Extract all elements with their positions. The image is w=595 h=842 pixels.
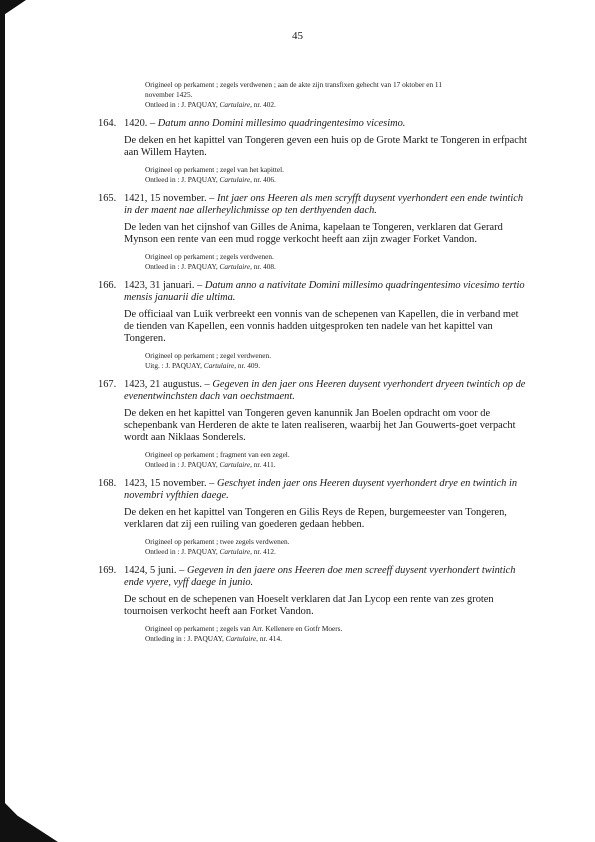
entry-heading	[98, 193, 528, 217]
entry-summary: De leden van het cijnshof van Gilles de Anima, kapelaan te Tongeren, verklaren dat Gerard Mynson een rente van een mud rogge verkocht heeft aan zijn zwager Forket Vandon.	[124, 222, 503, 245]
entry-date: 1423, 15 november. –	[124, 478, 217, 489]
entry-date-incipit	[124, 118, 528, 130]
entry-incipit: Geschyet inden jaer ons Heeren duysent vyerhondert drye en twintich in novembri vyfthien daege.	[124, 478, 518, 501]
entry-heading	[98, 379, 528, 403]
entry-date: 1423, 21 augustus. –	[124, 379, 213, 390]
intro-note-line: Origineel op perkament ; zegels verdwenen ; aan de akte zijn transfixen gehecht van 17 oktober en 11	[145, 80, 442, 89]
regest-entry-164	[98, 118, 528, 185]
regest-entry-166	[98, 280, 528, 371]
entry-note-origin: Origineel op perkament ; zegel verdwenen.	[145, 351, 272, 360]
intro-note-line: november 1425.	[145, 90, 193, 99]
entry-date-incipit	[124, 565, 528, 589]
page-number: 45	[292, 30, 303, 42]
entry-note-origin: Origineel op perkament ; zegel van het kapittel.	[145, 165, 284, 174]
entry-incipit: Gegeven in den jaere ons Heeren doe men screeff duysent vyerhondert twintich ende vyere, vyff daege in junio.	[124, 565, 516, 588]
entry-note-source: Uitg. : J. PAQUAY, Cartulaire, nr. 409.	[145, 361, 261, 370]
intro-note	[98, 80, 528, 110]
entry-date-incipit	[124, 379, 528, 403]
entry-incipit: Datum anno Domini millesimo quadringentesimo vicesimo.	[157, 118, 406, 129]
entry-summary: De deken en het kapittel van Tongeren geven een huis op de Grote Markt te Tongeren in erfpacht aan Willem Hayten.	[124, 135, 527, 158]
entry-notes	[98, 165, 528, 185]
entry-date-incipit	[124, 193, 528, 217]
entry-summary: De schout en de schepenen van Hoeselt verklaren dat Jan Lycop een rente van zes groten tournoisen verkocht heeft aan Forket Vandon.	[124, 594, 494, 617]
entry-heading	[98, 478, 528, 502]
regest-entry-167	[98, 379, 528, 470]
entry-number: 169.	[98, 565, 117, 576]
entry-incipit: Gegeven in den jaer ons Heeren duysent vyerhondert dryeen twintich op de evenentwinchsten dach van oechstmaent.	[124, 379, 526, 402]
scan-corner-top-left	[0, 0, 26, 14]
entry-number: 167.	[98, 379, 117, 390]
regest-entry-168	[98, 478, 528, 557]
regest-entry-169	[98, 565, 528, 644]
entry-note-source: Ontleed in : J. PAQUAY, Cartulaire, nr. 411.	[145, 460, 276, 469]
entry-notes	[98, 351, 528, 371]
entry-date: 1421, 15 november. –	[124, 193, 217, 204]
entry-summary: De deken en het kapittel van Tongeren geven kanunnik Jan Boelen opdracht om voor de schepenbank van Herderen de akte te laten realiseren, waarbij het Jan Gouwerts-goet verpacht wordt aan Niklaas Sonderels.	[124, 408, 516, 443]
entry-notes	[98, 252, 528, 272]
page-content	[98, 80, 528, 644]
entry-note-origin: Origineel op perkament ; fragment van een zegel.	[145, 450, 290, 459]
entry-date: 1420. –	[124, 118, 158, 129]
entry-number: 164.	[98, 118, 117, 129]
entry-note-origin: Origineel op perkament ; zegels van Arr. Kellenere en Gotfr Moers.	[145, 624, 343, 633]
entry-number: 166.	[98, 280, 117, 291]
scan-corner-bottom-left	[0, 798, 58, 842]
entry-note-origin: Origineel op perkament ; twee zegels verdwenen.	[145, 537, 290, 546]
entry-incipit: Int jaer ons Heeren als men scryfft duysent vyerhondert een ende twintich in der maent nae allerheylichmisse op ten derthyenden dach.	[124, 193, 524, 216]
entry-heading	[98, 280, 528, 304]
entry-note-source: Ontleed in : J. PAQUAY, Cartulaire, nr. 408.	[145, 262, 276, 271]
entry-notes	[98, 624, 528, 644]
entry-heading	[98, 565, 528, 589]
entry-note-source: Ontleed in : J. PAQUAY, Cartulaire, nr. 406.	[145, 175, 276, 184]
entry-note-source: Ontleding in : J. PAQUAY, Cartulaire, nr. 414.	[145, 634, 282, 643]
entry-date-incipit	[124, 478, 528, 502]
entry-heading	[98, 118, 528, 130]
regest-entry-165	[98, 193, 528, 272]
entry-date-incipit	[124, 280, 528, 304]
entry-number: 168.	[98, 478, 117, 489]
entry-date: 1423, 31 januari. –	[124, 280, 205, 291]
entry-note-source: Ontleed in : J. PAQUAY, Cartulaire, nr. 412.	[145, 547, 276, 556]
intro-note-source: Ontleed in : J. PAQUAY, Cartulaire, nr. 402.	[145, 100, 276, 109]
entry-notes	[98, 450, 528, 470]
entry-notes	[98, 537, 528, 557]
entry-number: 165.	[98, 193, 117, 204]
entry-summary: De officiaal van Luik verbreekt een vonnis van de schepenen van Kapellen, die in verband met de tienden van Kapellen, een vonnis hadden uitgesproken ten nadele van het kapittel van Tongeren.	[124, 309, 519, 344]
entry-summary: De deken en het kapittel van Tongeren en Gilis Reys de Repen, burgemeester van Tongeren, verklaren dat zij een ruiling van goederen gedaan hebben.	[124, 507, 507, 530]
entry-date: 1424, 5 juni. –	[124, 565, 187, 576]
entry-note-origin: Origineel op perkament ; zegels verdwenen.	[145, 252, 274, 261]
scan-edge-left	[0, 0, 5, 842]
entry-incipit: Datum anno a nativitate Domini millesimo quadringentesimo vicesimo tertio mensis januarii die ultima.	[124, 280, 525, 303]
